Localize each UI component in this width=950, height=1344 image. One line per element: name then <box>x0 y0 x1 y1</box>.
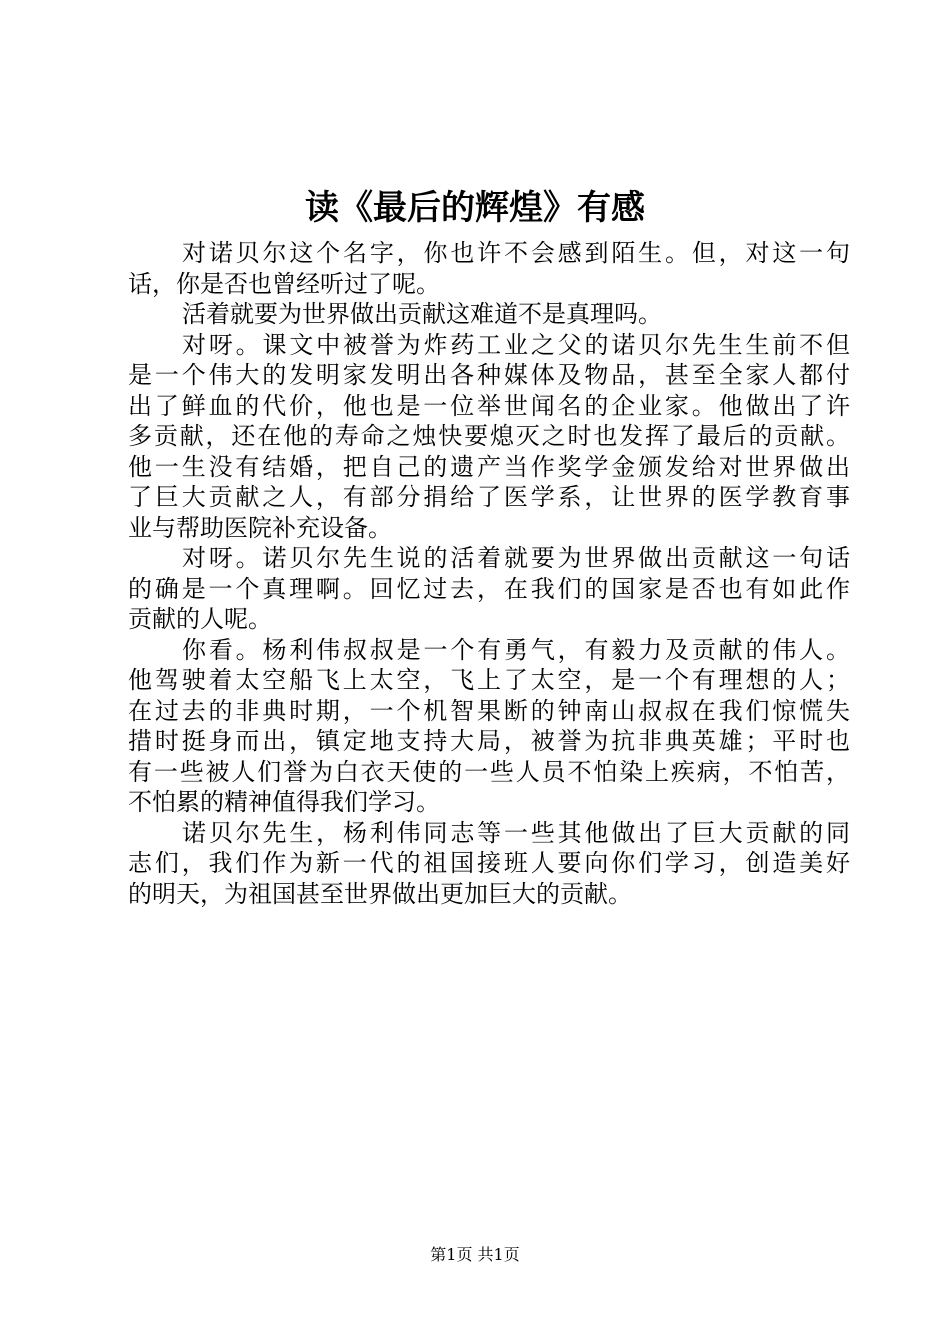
paragraph-line: 诺贝尔先生，杨利伟同志等一些其他做出了巨大贡献的同 <box>182 818 850 847</box>
paragraph-line: 的明天，为祖国甚至世界做出更加巨大的贡献。 <box>128 879 632 908</box>
paragraph-line: 活着就要为世界做出贡献这难道不是真理吗。 <box>182 300 662 328</box>
paragraph-line: 贡献的人呢。 <box>128 605 272 633</box>
paragraph <box>128 543 850 635</box>
paragraph-line: 你看。杨利伟叔叔是一个有勇气，有毅力及贡献的伟人。 <box>182 635 850 664</box>
paragraph-line: 他驾驶着太空船飞上太空，飞上了太空，是一个有理想的人； <box>128 666 850 694</box>
document-title: 读《最后的辉煌》有感 <box>305 188 645 228</box>
paragraph-line: 出了鲜血的代价，他也是一位举世闻名的企业家。他做出了许 <box>128 391 850 420</box>
page-footer: 第1页 共1页 <box>430 1245 520 1264</box>
paragraph-line: 他一生没有结婚，把自己的遗产当作奖学金颁发给对世界做出 <box>128 452 850 481</box>
paragraph-line: 有一些被人们誉为白衣天使的一些人员不怕染上疾病，不怕苦， <box>128 757 850 786</box>
paragraph-line: 是一个伟大的发明家发明出各种媒体及物品，甚至全家人都付 <box>128 361 850 389</box>
paragraph-line: 措时挺身而出，镇定地支持大局，被誉为抗非典英雄；平时也 <box>128 727 850 755</box>
paragraph-line: 对呀。课文中被誉为炸药工业之父的诺贝尔先生生前不但 <box>182 330 850 359</box>
paragraph-line: 志们，我们作为新一代的祖国接班人要向你们学习，创造美好 <box>128 849 850 877</box>
paragraph-line: 对呀。诺贝尔先生说的活着就要为世界做出贡献这一句话 <box>182 544 850 572</box>
paragraph <box>128 635 850 818</box>
paragraph-line: 多贡献，还在他的寿命之烛快要熄灭之时也发挥了最后的贡献。 <box>128 422 850 450</box>
paragraph-line: 对诺贝尔这个名字，你也许不会感到陌生。但，对这一句 <box>182 239 850 267</box>
document-body <box>128 238 850 909</box>
paragraph-line: 不怕累的精神值得我们学习。 <box>128 788 440 816</box>
paragraph-line: 了巨大贡献之人，有部分捐给了医学系，让世界的医学教育事 <box>128 483 850 511</box>
paragraph <box>128 299 850 330</box>
paragraph <box>128 330 850 544</box>
paragraph-line: 的确是一个真理啊。回忆过去，在我们的国家是否也有如此作 <box>128 574 850 603</box>
paragraph-line: 业与帮助医院补充设备。 <box>128 513 392 542</box>
paragraph-line: 在过去的非典时期，一个机智果断的钟南山叔叔在我们惊慌失 <box>128 696 850 725</box>
paragraph <box>128 238 850 299</box>
paragraph-line: 话，你是否也曾经听过了呢。 <box>128 269 440 298</box>
paragraph <box>128 818 850 910</box>
